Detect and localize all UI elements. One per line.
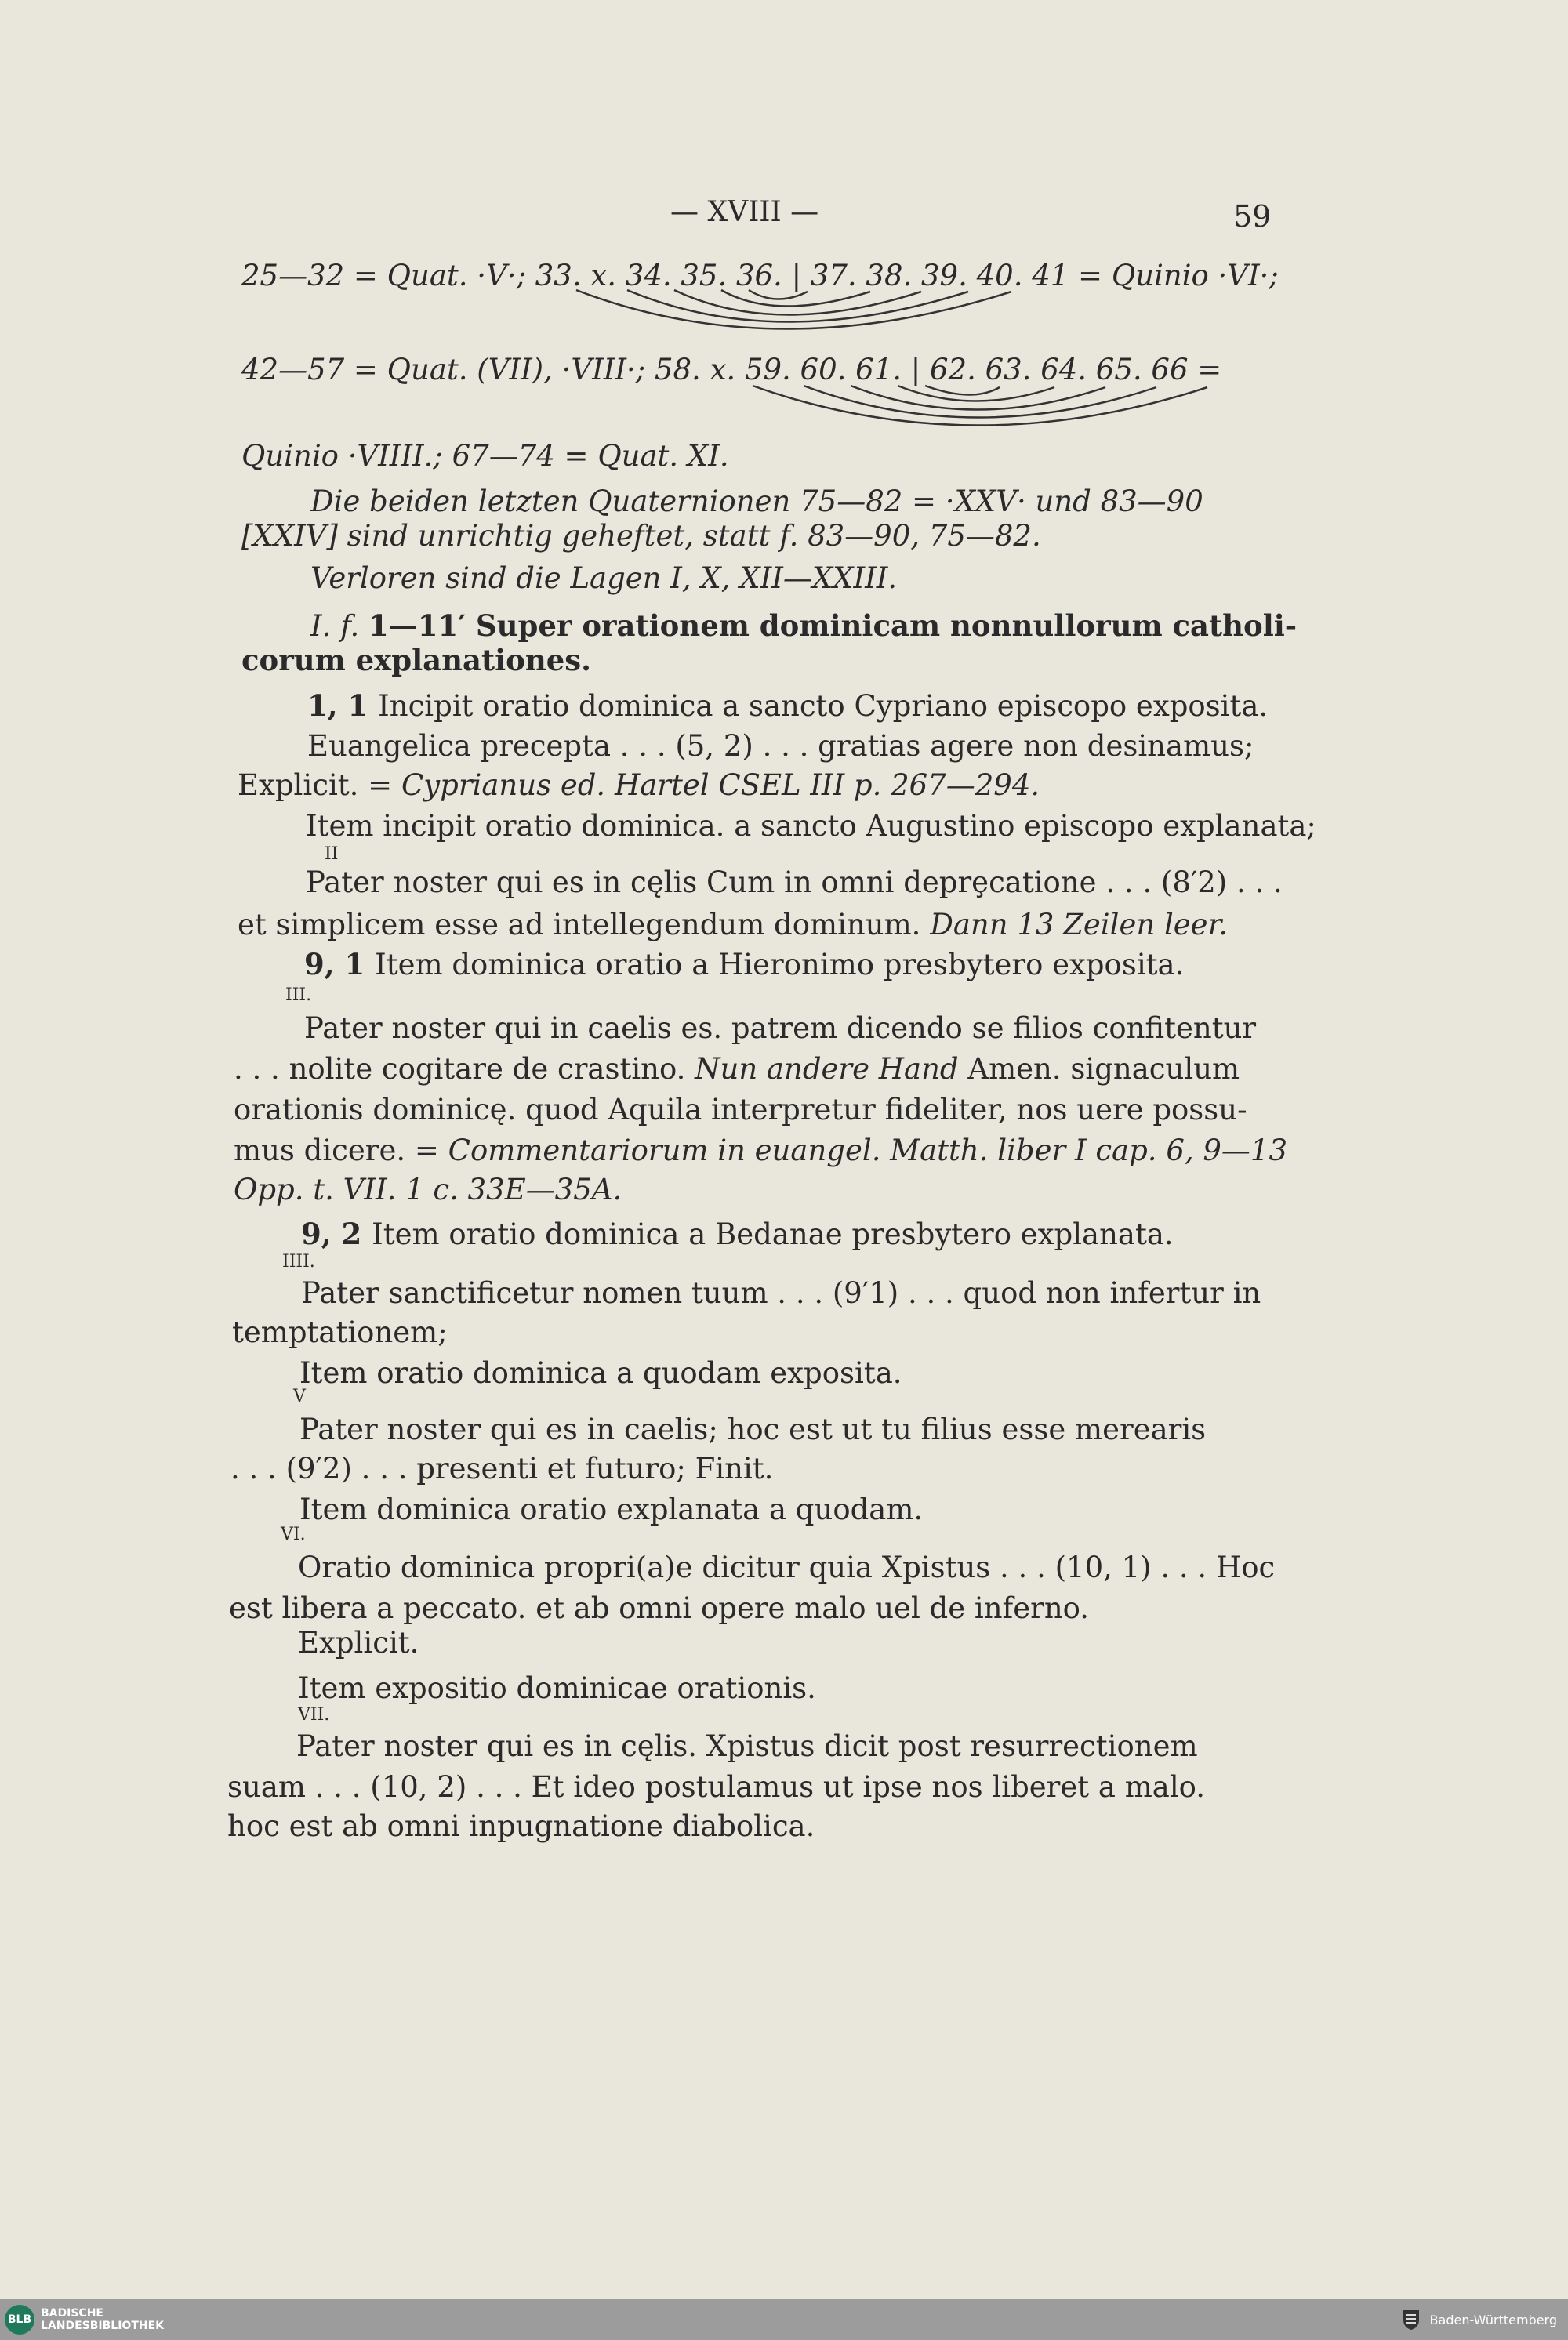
text-segment: Item oratio dominica a quodam exposita. [299, 1356, 902, 1390]
text-line [227, 1808, 815, 1845]
text-segment: Commentariorum in euangel. Matth. liber I cap. 6, 9—13 [448, 1134, 1287, 1167]
text-segment: . . . nolite cogitare de crastino. [234, 1052, 695, 1086]
arc-2 [627, 290, 968, 322]
arc-1 [576, 290, 1011, 329]
text-segment: 1—11′ Super orationem dominicam nonnullorum catholi- [368, 608, 1298, 643]
text-line [234, 1171, 622, 1209]
section-numeral: IIII. [282, 1252, 315, 1272]
text-line [238, 767, 1040, 804]
arc-6 [753, 386, 1207, 426]
text-line [229, 1590, 1089, 1627]
footer-bar [0, 2299, 1568, 2340]
text-segment: Cyprianus ed. Hartel CSEL III p. 267—294. [401, 768, 1040, 802]
text-segment: [XXIV] sind unrichtig geheftet, statt f. 83—90, 75—82. [241, 519, 1041, 553]
text-segment: Opp. t. VII. 1 c. 33E—35A. [234, 1173, 622, 1206]
text-line [304, 1010, 1256, 1047]
section-numeral: VI. [281, 1525, 306, 1544]
section-numeral: VII. [298, 1705, 330, 1725]
text-segment: Item expositio dominicae orationis. [298, 1671, 816, 1705]
baden-wuerttemberg-text: Baden-Württemberg [1429, 2312, 1557, 2327]
text-segment: Item oratio dominica a Bedanae presbytero explanata. [372, 1217, 1174, 1251]
text-segment: Pater noster qui es in cęlis Cum in omni deprȩcatione . . . (8′2) . . . [306, 865, 1283, 899]
text-segment: Item incipit oratio dominica. a sancto Augustino episcopo explanata; [306, 809, 1316, 843]
text-line [299, 1355, 902, 1392]
text-segment: Pater noster qui es in cęlis. Xpistus dicit post resurrectionem [296, 1729, 1198, 1763]
text-line [306, 807, 1316, 845]
text-line [310, 483, 1203, 521]
text-line [241, 351, 1221, 389]
text-segment: Nun andere Hand [695, 1052, 968, 1086]
arc-8 [851, 386, 1105, 410]
text-segment: Euangelica precepta . . . (5, 2) . . . gratias agere non desinamus; [307, 729, 1254, 763]
text-segment: et simplicem esse ad intellegendum dominum. [238, 908, 931, 941]
text-line [234, 1091, 1247, 1129]
text-segment: mus dicere. = [234, 1134, 448, 1167]
text-line [298, 1624, 419, 1662]
text-segment: 1, 1 [307, 688, 379, 723]
text-line [241, 437, 729, 475]
text-line [241, 517, 1041, 555]
text-line [306, 864, 1283, 902]
text-segment: Item dominica oratio a Hieronimo presbytero exposita. [375, 948, 1185, 981]
text-segment: Incipit oratio dominica a sancto Cypriano episcopo exposita. [378, 689, 1269, 723]
blb-logo-line1: BADISCHE [41, 2307, 103, 2320]
text-line [301, 1275, 1261, 1312]
text-line [299, 1411, 1206, 1449]
text-segment: Pater noster qui in caelis es. patrem dicendo se filios confitentur [304, 1011, 1257, 1045]
text-segment: Oratio dominica propri(a)e dicitur quia Xpistus . . . (10, 1) . . . Hoc [298, 1551, 1276, 1584]
text-segment: Die beiden letzten Quaternionen 75—82 = ·XXV· und 83—90 [310, 484, 1203, 518]
text-line [304, 945, 1184, 984]
arc-7 [804, 386, 1156, 418]
blb-logo-icon: BLB [5, 2305, 34, 2335]
text-segment: orationis dominicę. quod Aquila interpretur fideliter, nos uere possu- [234, 1093, 1247, 1126]
text-segment: Pater noster qui es in caelis; hoc est ut tu filius esse merearis [299, 1413, 1207, 1446]
text-line [234, 1132, 1287, 1170]
baden-wuerttemberg-logo [1399, 2307, 1557, 2332]
text-line [307, 727, 1254, 765]
text-segment: Item dominica oratio explanata a quodam. [299, 1493, 924, 1526]
text-line [310, 607, 1297, 645]
text-segment: Explicit. [298, 1626, 419, 1660]
text-segment: 9, 1 [304, 947, 376, 981]
text-line [310, 560, 897, 597]
text-segment: hoc est ab omni inpugnatione diabolica. [227, 1809, 815, 1843]
quire-arcs [0, 0, 1568, 470]
text-line [230, 1450, 773, 1488]
text-segment: temptationem; [232, 1315, 448, 1349]
running-head: — XVIII — [670, 196, 819, 228]
blb-logo-line2: LANDESBIBLIOTHEK [41, 2320, 165, 2332]
text-segment: 9, 2 [301, 1217, 372, 1251]
text-line [227, 1769, 1205, 1806]
text-line [241, 257, 1279, 295]
text-line [298, 1549, 1275, 1587]
text-segment: I. f. [310, 609, 369, 643]
text-line [232, 1314, 448, 1351]
text-segment: corum explanationes. [241, 643, 591, 677]
text-segment: Quinio ·VIIII.; 67—74 = Quat. XI. [241, 439, 729, 473]
coat-of-arms-icon [1399, 2307, 1424, 2332]
text-line [296, 1728, 1198, 1765]
text-segment: Explicit. = [238, 768, 401, 802]
section-numeral: V [293, 1387, 306, 1406]
text-segment: 42—57 = Quat. (VII), ·VIII·; 58. x. 59. 60. 61. | 62. 63. 64. 65. 66 = [241, 353, 1222, 386]
text-segment: Dann 13 Zeilen leer. [930, 908, 1228, 941]
section-numeral: II [325, 844, 339, 864]
text-segment: Amen. signaculum [967, 1052, 1240, 1086]
text-line [299, 1491, 923, 1529]
text-line [307, 687, 1268, 725]
text-line [301, 1215, 1174, 1253]
blb-logo [5, 2305, 164, 2335]
text-line [241, 641, 591, 680]
text-segment: Verloren sind die Lagen I, X, XII—XXIII. [310, 561, 898, 595]
section-numeral: III. [285, 985, 312, 1005]
text-line [238, 906, 1228, 944]
text-segment: 25—32 = Quat. ·V·; 33. x. 34. 35. 36. | 37. 38. 39. 40. 41 = Quinio ·VI·; [241, 259, 1279, 292]
text-line [234, 1050, 1240, 1088]
text-segment: est libera a peccato. et ab omni opere malo uel de inferno. [229, 1591, 1090, 1625]
text-segment: . . . (9′2) . . . presenti et futuro; Finit. [230, 1452, 774, 1486]
text-line [298, 1670, 816, 1707]
text-segment: Pater sanctificetur nomen tuum . . . (9′1) . . . quod non infertur in [301, 1276, 1261, 1310]
page-number: 59 [1233, 199, 1272, 234]
text-segment: suam . . . (10, 2) . . . Et ideo postulamus ut ipse nos liberet a malo. [227, 1770, 1206, 1804]
